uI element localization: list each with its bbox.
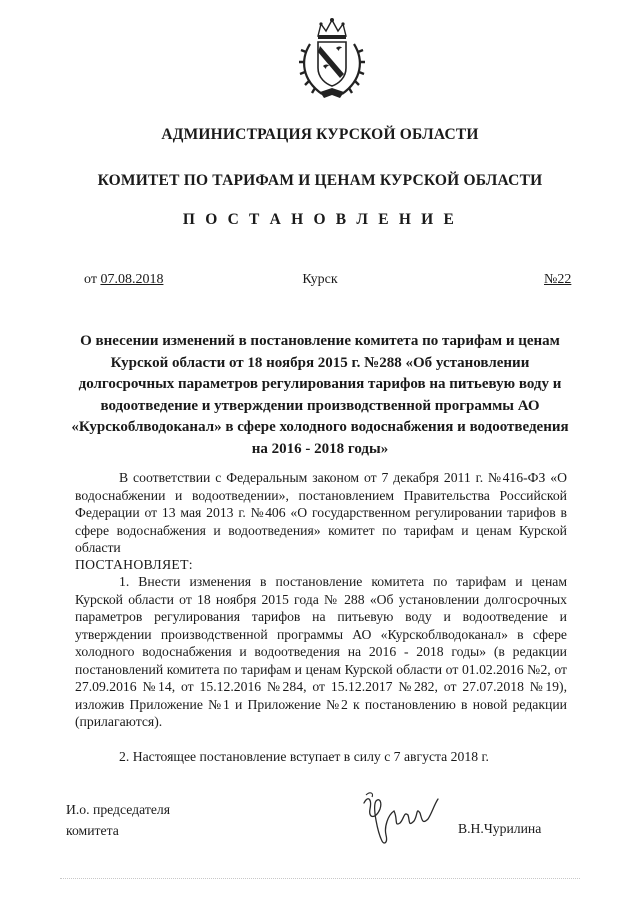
item-2-paragraph: 2. Настоящее постановление вступает в силу с 7 августа 2018 г. (119, 749, 489, 764)
document-subject (0, 331, 640, 460)
date-value: 07.08.2018 (100, 272, 164, 287)
document-city: Курск (302, 272, 338, 287)
signer-name: В.Н.Чурилина (458, 821, 542, 836)
organization-title: АДМИНИСТРАЦИЯ КУРСКОЙ ОБЛАСТИ (161, 126, 479, 143)
committee-title: КОМИТЕТ ПО ТАРИФАМ И ЦЕНАМ КУРСКОЙ ОБЛАСТИ (97, 172, 543, 189)
item-1-paragraph: 1. Внести изменения в постановление комитета по тарифам и ценам Курской области от 18 ноября 2015 года № 288 «Об установлении долгосрочных параметров регулирования тарифов на питьевую воду и водоотведение и утверждении производственной программы АО «Курскоблводоканал» в сфере холодного водоснабжения и водоотведения на 2016 - 2018 годы» (в редакции постановлений комитета по тарифам и ценам Курской области от 01.02.2016 №2, от 27.09.2016 №14, от 15.12.2016 №284, от 15.12.2017 №282, от 27.07.2018 №19), изложив Приложение №1 и Приложение №2 к постановлению в новой редакции (прилагаются). (75, 574, 567, 729)
signer-position (66, 799, 170, 841)
handwritten-signature (358, 789, 448, 845)
intro-paragraph: В соответствии с Федеральным законом от 7 декабря 2011 г. №416-ФЗ «О водоснабжении и водоотведении», постановлением Правительства Российской Федерации от 13 мая 2013 г. №406 «О государственном регулировании тарифов в сфере водоснабжения и водоотведения» комитет по тарифам и ценам Курской области (75, 470, 567, 555)
scan-artifact-divider (60, 878, 580, 881)
decree-word: ПОСТАНОВЛЯЕТ: (75, 557, 193, 572)
document-type: П О С Т А Н О В Л Е Н И Е (182, 211, 458, 228)
subject-text: О внесении изменений в постановление комитета по тарифам и ценам Курской области от 18 ноября 2015 г. №288 «Об установлении долгосрочных параметров регулирования тарифов на питьевую воду и водоотведение и утверждении производственной программы АО «Курскоблводоканал» в сфере холодного водоснабжения и водоотведения на 2016 - 2018 годы» (71, 333, 569, 457)
document-number: №22 (544, 272, 572, 287)
date-prefix: от (84, 272, 97, 287)
signer-position-line-2: комитета (66, 823, 119, 838)
kursk-coat-of-arms-icon (296, 16, 368, 100)
signer-position-line-1: И.о. председателя (66, 802, 171, 817)
